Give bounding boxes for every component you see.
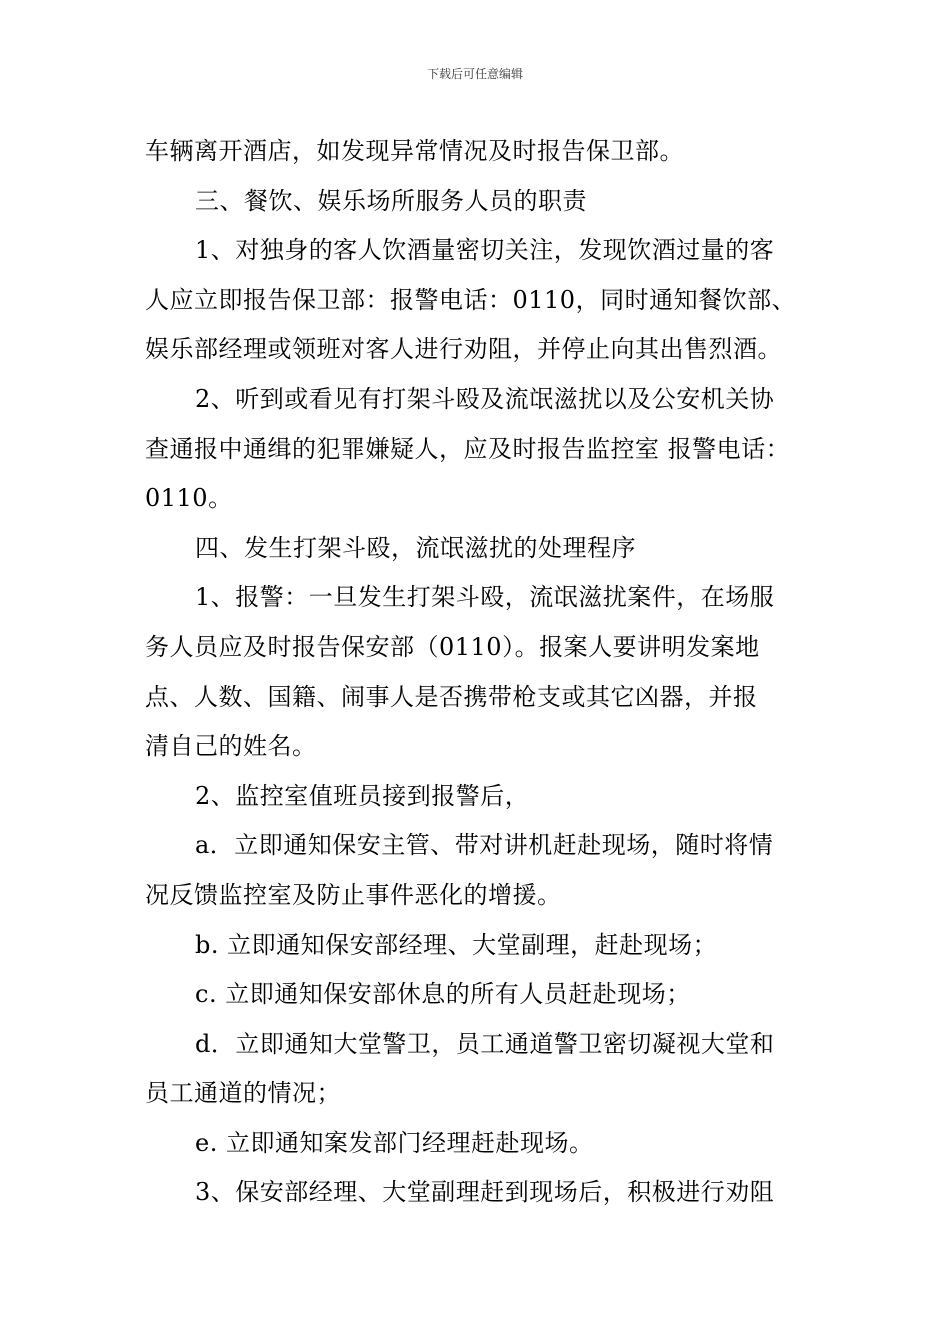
paragraph-line: 点、人数、国籍、闹事人是否携带枪支或其它凶器，并报 xyxy=(145,682,758,711)
paragraph-line: 2、听到或看见有打架斗殴及流氓滋扰以及公安机关协 xyxy=(195,384,775,413)
paragraph-line: 查通报中通缉的犯罪嫌疑人，应及时报告监控室 报警电话： xyxy=(145,434,791,463)
paragraph-line: 况反馈监控室及防止事件恶化的增援。 xyxy=(145,880,562,909)
page-header: 下载后可任意编辑 xyxy=(426,67,523,81)
paragraph-line: 清自己的姓名。 xyxy=(145,732,317,761)
paragraph-line: 0110。 xyxy=(145,484,233,513)
paragraph-line: 2、监控室值班员接到报警后， xyxy=(195,781,530,810)
paragraph-line: 人应立即报告保卫部：报警电话：0110，同时通知餐饮部、 xyxy=(145,285,797,314)
list-item-c: c. 立即通知保安部休息的所有人员赶赴现场； xyxy=(195,980,691,1009)
list-item-d: d．立即通知大堂警卫，员工通道警卫密切凝视大堂和 xyxy=(195,1029,775,1058)
list-item-b: b. 立即通知保安部经理、大堂副理，赶赴现场； xyxy=(195,930,718,959)
list-item-a: a．立即通知保安主管、带对讲机赶赴现场，随时将情 xyxy=(195,831,774,860)
paragraph-line: 务人员应及时报告保安部（0110）。报案人要讲明发案地 xyxy=(145,632,760,661)
paragraph-line: 3、保安部经理、大堂副理赶到现场后，积极进行劝阻 xyxy=(195,1178,775,1207)
paragraph-line: 1、报警：一旦发生打架斗殴，流氓滋扰案件，在场服 xyxy=(195,583,775,612)
section-heading-3: 三、餐饮、娱乐场所服务人员的职责 xyxy=(195,186,587,215)
paragraph-line: 员工通道的情况； xyxy=(145,1079,341,1108)
section-heading-4: 四、发生打架斗殴，流氓滋扰的处理程序 xyxy=(195,533,636,562)
document-body xyxy=(145,127,810,1218)
list-item-e: e. 立即通知案发部门经理赶赴现场。 xyxy=(195,1128,594,1157)
paragraph-line: 1、对独身的客人饮酒量密切关注，发现饮酒过量的客 xyxy=(195,236,775,265)
text-line-continuation: 车辆离开酒店，如发现异常情况及时报告保卫部。 xyxy=(145,137,684,165)
paragraph-line: 娱乐部经理或领班对客人进行劝阻，并停止向其出售烈酒。 xyxy=(145,335,782,364)
